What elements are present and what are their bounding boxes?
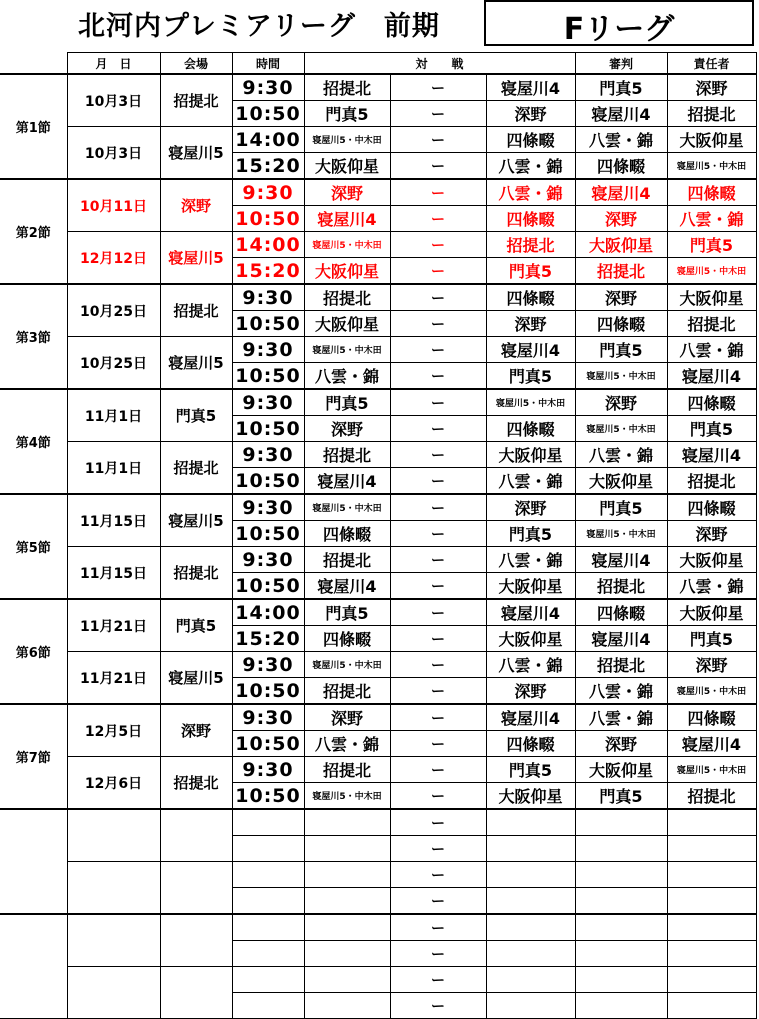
home-team: 深野 xyxy=(304,416,390,442)
header-venue: 会場 xyxy=(160,53,232,75)
away-team: 四條畷 xyxy=(486,284,575,311)
match-time: 10:50 xyxy=(232,416,304,442)
home-team: 寝屋川5・中木田 xyxy=(304,337,390,363)
home-team: 招提北 xyxy=(304,74,390,101)
vs-mark: ー xyxy=(390,153,486,180)
match-date: 11月21日 xyxy=(67,652,160,705)
match-time: 15:20 xyxy=(232,258,304,285)
away-team xyxy=(486,862,575,888)
away-team: 四條畷 xyxy=(486,416,575,442)
responsible-team xyxy=(667,888,756,915)
round-label: 第2節 xyxy=(0,179,67,284)
referee-team: 八雲・錦 xyxy=(575,704,667,731)
referee-team: 深野 xyxy=(575,389,667,416)
match-row xyxy=(0,757,756,783)
home-team: 八雲・錦 xyxy=(304,731,390,757)
match-time xyxy=(232,967,304,993)
header-date: 月 日 xyxy=(67,53,160,75)
home-team: 寝屋川4 xyxy=(304,573,390,600)
vs-mark: ー xyxy=(390,416,486,442)
away-team: 寝屋川4 xyxy=(486,704,575,731)
home-team xyxy=(304,941,390,967)
home-team: 八雲・錦 xyxy=(304,363,390,390)
vs-mark: ー xyxy=(390,442,486,468)
referee-team: 大阪仰星 xyxy=(575,232,667,258)
referee-team xyxy=(575,862,667,888)
match-venue: 寝屋川5 xyxy=(160,652,232,705)
referee-team: 四條畷 xyxy=(575,153,667,180)
vs-mark: ー xyxy=(390,468,486,495)
referee-team: 大阪仰星 xyxy=(575,757,667,783)
responsible-team: 寝屋川5・中木田 xyxy=(667,757,756,783)
round-label: 第4節 xyxy=(0,389,67,494)
responsible-team: 招提北 xyxy=(667,311,756,337)
referee-team: 寝屋川5・中木田 xyxy=(575,363,667,390)
vs-mark: ー xyxy=(390,862,486,888)
vs-mark: ー xyxy=(390,599,486,626)
match-row xyxy=(0,337,756,363)
home-team: 四條畷 xyxy=(304,626,390,652)
home-team: 寝屋川5・中木田 xyxy=(304,494,390,521)
match-row xyxy=(0,967,756,993)
match-time: 9:30 xyxy=(232,337,304,363)
match-date: 11月21日 xyxy=(67,599,160,652)
match-row xyxy=(0,652,756,678)
away-team: 寝屋川5・中木田 xyxy=(486,389,575,416)
match-time xyxy=(232,862,304,888)
referee-team: 深野 xyxy=(575,206,667,232)
referee-team: 寝屋川5・中木田 xyxy=(575,416,667,442)
round-label xyxy=(0,809,67,914)
round-label: 第3節 xyxy=(0,284,67,389)
home-team: 寝屋川4 xyxy=(304,468,390,495)
match-venue xyxy=(160,809,232,862)
away-team: 大阪仰星 xyxy=(486,626,575,652)
vs-mark: ー xyxy=(390,731,486,757)
referee-team xyxy=(575,993,667,1019)
responsible-team: 門真5 xyxy=(667,626,756,652)
vs-mark: ー xyxy=(390,179,486,206)
match-date: 12月6日 xyxy=(67,757,160,810)
referee-team: 大阪仰星 xyxy=(575,468,667,495)
match-date: 10月11日 xyxy=(67,179,160,232)
match-time: 10:50 xyxy=(232,311,304,337)
away-team: 寝屋川4 xyxy=(486,337,575,363)
away-team: 八雲・錦 xyxy=(486,179,575,206)
match-row xyxy=(0,547,756,573)
home-team xyxy=(304,914,390,941)
away-team xyxy=(486,836,575,862)
match-time: 9:30 xyxy=(232,74,304,101)
vs-mark: ー xyxy=(390,389,486,416)
responsible-team: 深野 xyxy=(667,74,756,101)
match-time: 9:30 xyxy=(232,547,304,573)
home-team xyxy=(304,888,390,915)
match-date: 10月3日 xyxy=(67,74,160,127)
match-time xyxy=(232,993,304,1019)
match-time: 9:30 xyxy=(232,652,304,678)
vs-mark: ー xyxy=(390,258,486,285)
match-time: 9:30 xyxy=(232,704,304,731)
vs-mark: ー xyxy=(390,74,486,101)
vs-mark: ー xyxy=(390,337,486,363)
responsible-team: 四條畷 xyxy=(667,389,756,416)
league-label: Fリーグ xyxy=(563,12,675,47)
match-row xyxy=(0,127,756,153)
round-label: 第6節 xyxy=(0,599,67,704)
home-team: 四條畷 xyxy=(304,521,390,547)
referee-team: 四條畷 xyxy=(575,599,667,626)
responsible-team xyxy=(667,914,756,941)
match-time xyxy=(232,941,304,967)
match-date: 12月12日 xyxy=(67,232,160,285)
away-team: 招提北 xyxy=(486,232,575,258)
vs-mark: ー xyxy=(390,757,486,783)
responsible-team: 八雲・錦 xyxy=(667,206,756,232)
referee-team: 深野 xyxy=(575,284,667,311)
away-team: 四條畷 xyxy=(486,206,575,232)
vs-mark: ー xyxy=(390,678,486,705)
away-team: 門真5 xyxy=(486,757,575,783)
responsible-team xyxy=(667,967,756,993)
home-team: 招提北 xyxy=(304,678,390,705)
home-team: 門真5 xyxy=(304,101,390,127)
referee-team: 寝屋川5・中木田 xyxy=(575,521,667,547)
header-row xyxy=(0,53,756,75)
home-team: 大阪仰星 xyxy=(304,153,390,180)
referee-team xyxy=(575,914,667,941)
away-team: 八雲・錦 xyxy=(486,652,575,678)
home-team: 招提北 xyxy=(304,442,390,468)
match-time: 14:00 xyxy=(232,232,304,258)
header-referee: 審判 xyxy=(575,53,667,75)
away-team: 門真5 xyxy=(486,363,575,390)
responsible-team: 招提北 xyxy=(667,783,756,810)
match-row xyxy=(0,599,756,626)
away-team: 四條畷 xyxy=(486,731,575,757)
away-team: 八雲・錦 xyxy=(486,547,575,573)
away-team xyxy=(486,809,575,836)
referee-team: 寝屋川4 xyxy=(575,547,667,573)
match-time: 9:30 xyxy=(232,179,304,206)
match-date: 10月25日 xyxy=(67,284,160,337)
match-date xyxy=(67,914,160,967)
referee-team: 寝屋川4 xyxy=(575,626,667,652)
vs-mark: ー xyxy=(390,284,486,311)
away-team: 寝屋川4 xyxy=(486,599,575,626)
away-team: 深野 xyxy=(486,678,575,705)
match-time: 9:30 xyxy=(232,757,304,783)
match-venue: 寝屋川5 xyxy=(160,127,232,180)
responsible-team: 四條畷 xyxy=(667,494,756,521)
responsible-team: 四條畷 xyxy=(667,704,756,731)
vs-mark: ー xyxy=(390,914,486,941)
home-team: 招提北 xyxy=(304,547,390,573)
vs-mark: ー xyxy=(390,941,486,967)
vs-mark: ー xyxy=(390,967,486,993)
page-title: 北河内プレミアリーグ 前期 xyxy=(78,11,440,42)
referee-team xyxy=(575,836,667,862)
match-venue: 門真5 xyxy=(160,599,232,652)
schedule-body xyxy=(0,74,756,1019)
match-time: 10:50 xyxy=(232,521,304,547)
match-date: 11月1日 xyxy=(67,389,160,442)
home-team xyxy=(304,809,390,836)
referee-team: 八雲・錦 xyxy=(575,678,667,705)
match-time: 14:00 xyxy=(232,127,304,153)
responsible-team: 招提北 xyxy=(667,468,756,495)
match-venue: 寝屋川5 xyxy=(160,337,232,390)
home-team: 寝屋川5・中木田 xyxy=(304,783,390,810)
referee-team: 深野 xyxy=(575,731,667,757)
responsible-team: 大阪仰星 xyxy=(667,547,756,573)
referee-team: 門真5 xyxy=(575,337,667,363)
match-row xyxy=(0,74,756,101)
responsible-team: 深野 xyxy=(667,652,756,678)
home-team xyxy=(304,862,390,888)
referee-team: 門真5 xyxy=(575,783,667,810)
responsible-team: 門真5 xyxy=(667,232,756,258)
home-team xyxy=(304,836,390,862)
away-team xyxy=(486,941,575,967)
vs-mark: ー xyxy=(390,993,486,1019)
match-row xyxy=(0,442,756,468)
responsible-team xyxy=(667,993,756,1019)
match-row xyxy=(0,232,756,258)
match-time: 10:50 xyxy=(232,206,304,232)
match-date: 10月25日 xyxy=(67,337,160,390)
match-venue: 深野 xyxy=(160,179,232,232)
header-match: 対 戦 xyxy=(304,53,575,75)
match-venue xyxy=(160,862,232,915)
away-team: 大阪仰星 xyxy=(486,573,575,600)
home-team: 深野 xyxy=(304,179,390,206)
match-date: 12月5日 xyxy=(67,704,160,757)
referee-team xyxy=(575,941,667,967)
vs-mark: ー xyxy=(390,494,486,521)
responsible-team: 寝屋川5・中木田 xyxy=(667,153,756,180)
away-team xyxy=(486,888,575,915)
match-time: 9:30 xyxy=(232,494,304,521)
league-box xyxy=(484,0,754,46)
responsible-team: 寝屋川4 xyxy=(667,731,756,757)
away-team xyxy=(486,993,575,1019)
match-venue: 門真5 xyxy=(160,389,232,442)
responsible-team: 大阪仰星 xyxy=(667,127,756,153)
match-time: 10:50 xyxy=(232,468,304,495)
away-team: 深野 xyxy=(486,101,575,127)
match-row xyxy=(0,179,756,206)
referee-team: 寝屋川4 xyxy=(575,179,667,206)
referee-team: 門真5 xyxy=(575,74,667,101)
round-label: 第5節 xyxy=(0,494,67,599)
vs-mark: ー xyxy=(390,232,486,258)
responsible-team: 寝屋川5・中木田 xyxy=(667,258,756,285)
away-team: 深野 xyxy=(486,494,575,521)
vs-mark: ー xyxy=(390,783,486,810)
home-team: 大阪仰星 xyxy=(304,258,390,285)
away-team: 八雲・錦 xyxy=(486,153,575,180)
away-team: 四條畷 xyxy=(486,127,575,153)
header-responsible: 責任者 xyxy=(667,53,756,75)
referee-team: 八雲・錦 xyxy=(575,442,667,468)
referee-team xyxy=(575,967,667,993)
match-row xyxy=(0,862,756,888)
match-venue: 招提北 xyxy=(160,284,232,337)
away-team: 門真5 xyxy=(486,521,575,547)
match-time: 15:20 xyxy=(232,626,304,652)
match-time xyxy=(232,888,304,915)
schedule-table xyxy=(0,52,757,1019)
away-team xyxy=(486,914,575,941)
match-venue: 寝屋川5 xyxy=(160,232,232,285)
match-time: 9:30 xyxy=(232,284,304,311)
away-team: 八雲・錦 xyxy=(486,468,575,495)
referee-team: 門真5 xyxy=(575,494,667,521)
responsible-team: 寝屋川4 xyxy=(667,363,756,390)
match-time xyxy=(232,914,304,941)
match-time: 10:50 xyxy=(232,783,304,810)
home-team: 寝屋川4 xyxy=(304,206,390,232)
match-row xyxy=(0,704,756,731)
match-time: 10:50 xyxy=(232,363,304,390)
responsible-team: 大阪仰星 xyxy=(667,599,756,626)
referee-team: 招提北 xyxy=(575,573,667,600)
responsible-team: 寝屋川4 xyxy=(667,442,756,468)
header-round xyxy=(0,53,67,75)
responsible-team: 八雲・錦 xyxy=(667,573,756,600)
match-date: 11月1日 xyxy=(67,442,160,495)
vs-mark: ー xyxy=(390,809,486,836)
home-team: 門真5 xyxy=(304,389,390,416)
responsible-team xyxy=(667,941,756,967)
header-time: 時間 xyxy=(232,53,304,75)
match-date: 10月3日 xyxy=(67,127,160,180)
responsible-team: 四條畷 xyxy=(667,179,756,206)
match-date xyxy=(67,862,160,915)
responsible-team: 深野 xyxy=(667,521,756,547)
round-label: 第7節 xyxy=(0,704,67,809)
vs-mark: ー xyxy=(390,363,486,390)
responsible-team: 大阪仰星 xyxy=(667,284,756,311)
match-time: 15:20 xyxy=(232,153,304,180)
responsible-team: 招提北 xyxy=(667,101,756,127)
vs-mark: ー xyxy=(390,626,486,652)
home-team: 招提北 xyxy=(304,284,390,311)
home-team xyxy=(304,993,390,1019)
away-team: 大阪仰星 xyxy=(486,783,575,810)
match-venue: 招提北 xyxy=(160,757,232,810)
vs-mark: ー xyxy=(390,206,486,232)
match-row xyxy=(0,494,756,521)
responsible-team xyxy=(667,809,756,836)
match-date: 11月15日 xyxy=(67,547,160,600)
referee-team xyxy=(575,809,667,836)
responsible-team: 門真5 xyxy=(667,416,756,442)
match-row xyxy=(0,809,756,836)
vs-mark: ー xyxy=(390,521,486,547)
referee-team: 招提北 xyxy=(575,258,667,285)
referee-team: 寝屋川4 xyxy=(575,101,667,127)
vs-mark: ー xyxy=(390,101,486,127)
match-date xyxy=(67,809,160,862)
match-venue: 招提北 xyxy=(160,74,232,127)
home-team: 大阪仰星 xyxy=(304,311,390,337)
referee-team: 八雲・錦 xyxy=(575,127,667,153)
home-team: 寝屋川5・中木田 xyxy=(304,127,390,153)
vs-mark: ー xyxy=(390,547,486,573)
match-row xyxy=(0,284,756,311)
match-time: 14:00 xyxy=(232,599,304,626)
responsible-team: 八雲・錦 xyxy=(667,337,756,363)
match-time: 10:50 xyxy=(232,101,304,127)
match-venue: 招提北 xyxy=(160,442,232,495)
home-team xyxy=(304,967,390,993)
away-team: 大阪仰星 xyxy=(486,442,575,468)
match-time: 9:30 xyxy=(232,389,304,416)
vs-mark: ー xyxy=(390,127,486,153)
referee-team: 四條畷 xyxy=(575,311,667,337)
vs-mark: ー xyxy=(390,311,486,337)
match-time: 10:50 xyxy=(232,731,304,757)
referee-team: 招提北 xyxy=(575,652,667,678)
match-venue xyxy=(160,914,232,967)
responsible-team xyxy=(667,836,756,862)
home-team: 深野 xyxy=(304,704,390,731)
away-team: 深野 xyxy=(486,311,575,337)
match-date: 11月15日 xyxy=(67,494,160,547)
away-team: 門真5 xyxy=(486,258,575,285)
home-team: 寝屋川5・中木田 xyxy=(304,652,390,678)
referee-team xyxy=(575,888,667,915)
responsible-team xyxy=(667,862,756,888)
round-label xyxy=(0,914,67,1019)
vs-mark: ー xyxy=(390,573,486,600)
home-team: 招提北 xyxy=(304,757,390,783)
vs-mark: ー xyxy=(390,836,486,862)
home-team: 寝屋川5・中木田 xyxy=(304,232,390,258)
match-time xyxy=(232,836,304,862)
match-time: 9:30 xyxy=(232,442,304,468)
vs-mark: ー xyxy=(390,652,486,678)
home-team: 門真5 xyxy=(304,599,390,626)
match-row xyxy=(0,389,756,416)
match-time: 10:50 xyxy=(232,573,304,600)
match-venue: 寝屋川5 xyxy=(160,494,232,547)
match-time xyxy=(232,809,304,836)
match-venue: 招提北 xyxy=(160,547,232,600)
round-label: 第1節 xyxy=(0,74,67,179)
vs-mark: ー xyxy=(390,888,486,915)
vs-mark: ー xyxy=(390,704,486,731)
away-team xyxy=(486,967,575,993)
match-row xyxy=(0,914,756,941)
responsible-team: 寝屋川5・中木田 xyxy=(667,678,756,705)
match-time: 10:50 xyxy=(232,678,304,705)
match-venue: 深野 xyxy=(160,704,232,757)
away-team: 寝屋川4 xyxy=(486,74,575,101)
